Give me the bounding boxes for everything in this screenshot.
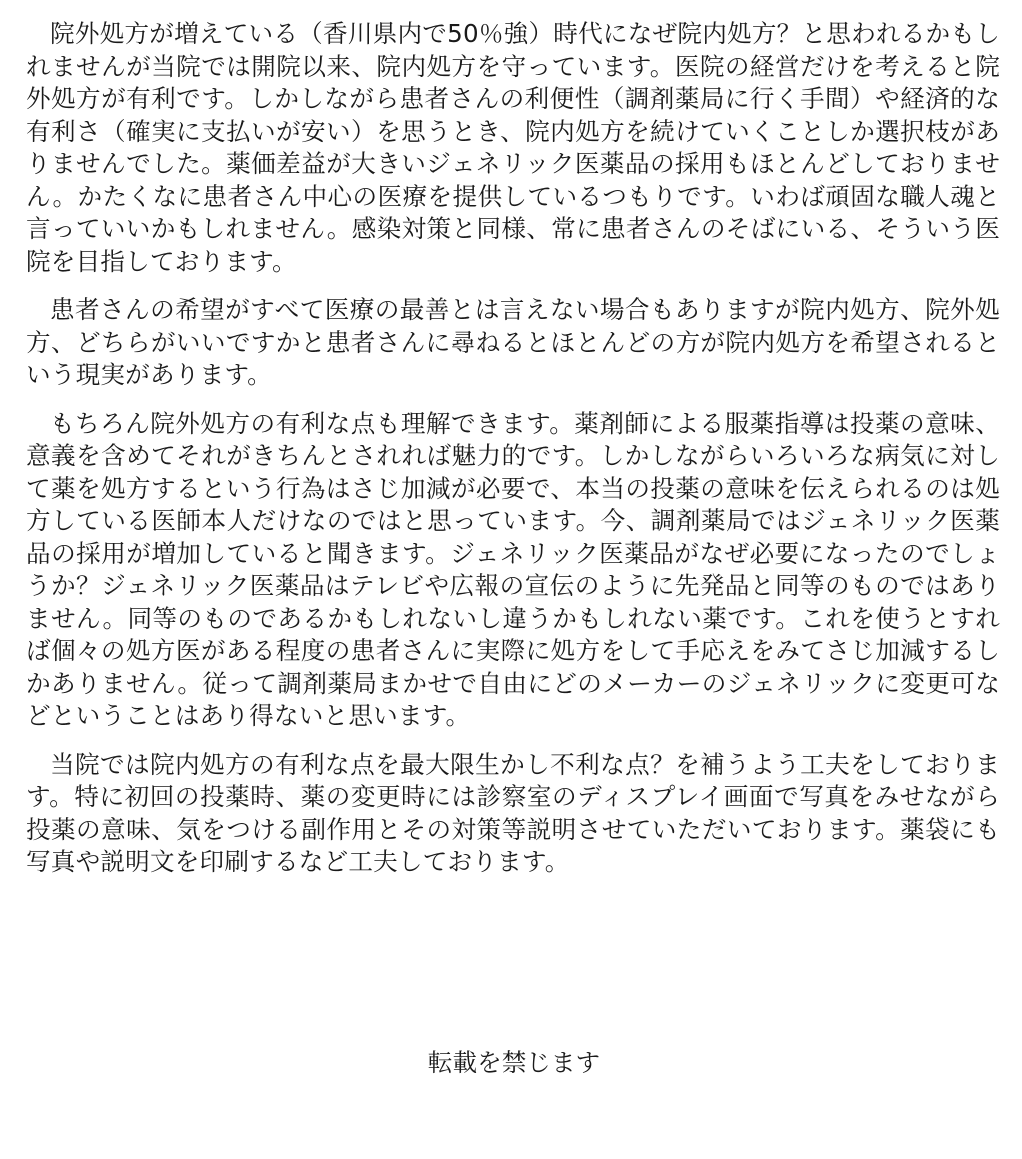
article-body [26, 18, 1000, 895]
paragraph-generic-drugs: もちろん院外処方の有利な点も理解できます。薬剤師による服薬指導は投薬の意味、意義を含めてそれがきちんとされれば魅力的です。しかしながらいろいろな病気に対して薬を処方するという行為はさじ加減が必要で、本当の投薬の意味を伝えられるのは処方している医師本人だけなのではと思っています。今、調剤薬局ではジェネリック医薬品の採用が増加していると聞きます。ジェネリック医薬品がなぜ必要になったのでしょうか？ジェネリック医薬品はテレビや広報の宣伝のように先発品と同等のものではありません。同等のものであるかもしれないし違うかもしれない薬です。これを使うとすれば個々の処方医がある程度の患者さんに実際に処方をして手応えをみてさじ加減するしかありません。従って調剤薬局まかせで自由にどのメーカーのジェネリックに変更可などということはあり得ないと思います。 [26, 408, 1000, 730]
paragraph-patient-preference: 患者さんの希望がすべて医療の最善とは言えない場合もありますが院内処方、院外処方、どちらがいいですかと患者さんに尋ねるとほとんどの方が院内処方を希望されるという現実があります。 [26, 295, 1000, 389]
paragraph-clinic-efforts: 当院では院内処方の有利な点を最大限生かし不利な点？を補うよう工夫をしております。特に初回の投薬時、薬の変更時には診察室のディスプレイ画面で写真をみせながら投薬の意味、気をつける副作用とその対策等説明させていただいております。薬袋にも写真や説明文を印刷するなど工夫しております。 [26, 749, 1000, 876]
reprint-prohibited-notice: 転載を禁じます [427, 1048, 601, 1077]
paragraph-outpatient-prescription-intro: 院外処方が増えている（香川県内で50％強）時代になぜ院内処方？と思われるかもしれませんが当院では開院以来、院内処方を守っています。医院の経営だけを考えると院外処方が有利です。しかしながら患者さんの利便性（調剤薬局に行く手間）や経済的な有利さ（確実に支払いが安い）を思うとき、院内処方を続けていくことしか選択枝がありませんでした。薬価差益が大きいジェネリック医薬品の採用もほとんどしておりません。かたくなに患者さん中心の医療を提供しているつもりです。いわば頑固な職人魂と言っていいかもしれません。感染対策と同様、常に患者さんのそばにいる、そういう医院を目指しております。 [26, 19, 1000, 276]
